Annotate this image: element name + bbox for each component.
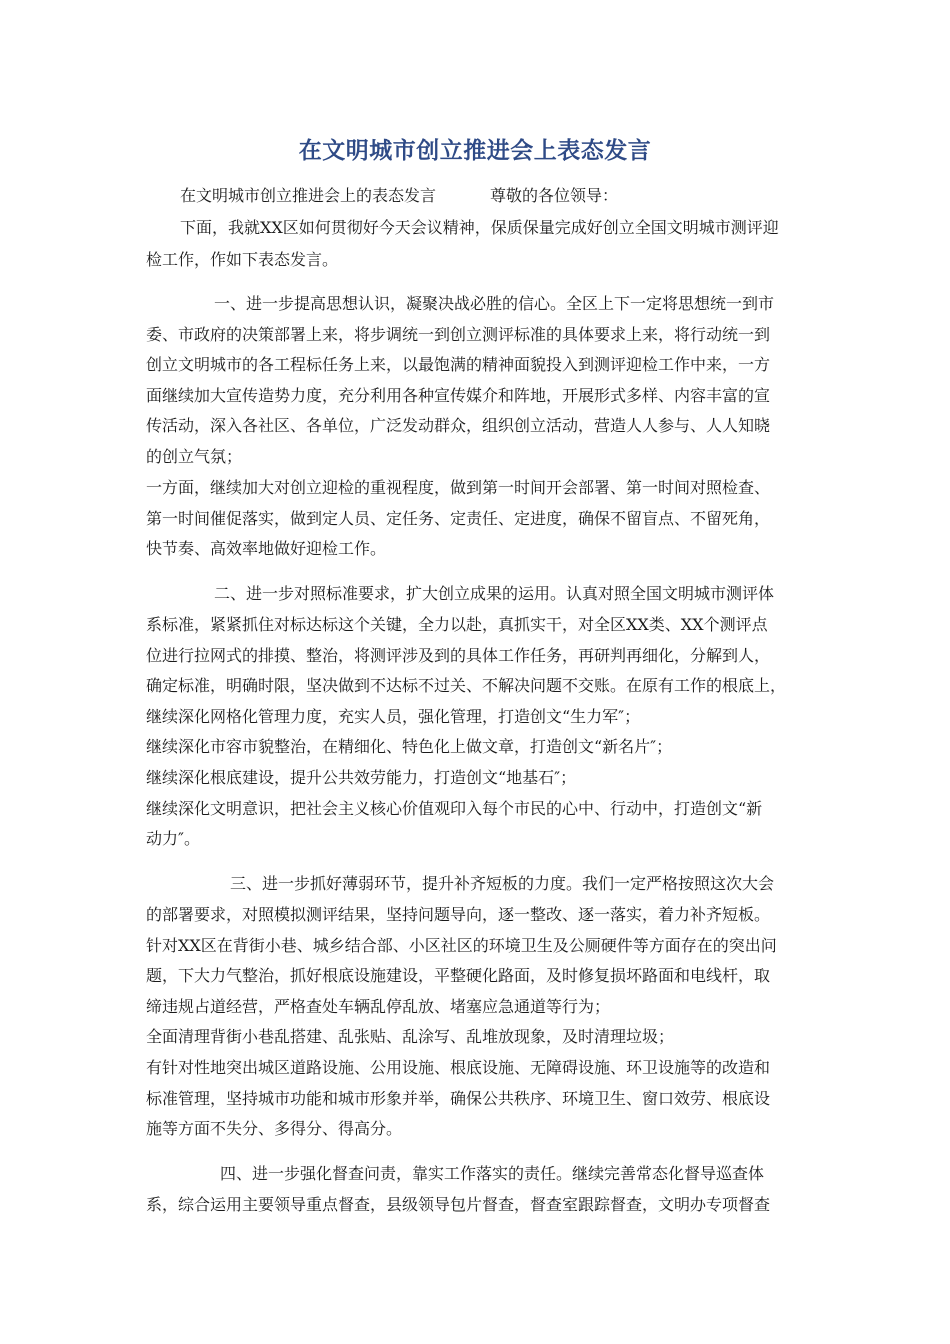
intro-line [180, 186, 618, 206]
section1-heading-line: 一、进一步提高思想认识，凝聚决战必胜的信心。全区上下一定将思想统一到市 [214, 294, 775, 313]
paragraph-line: 位进行拉网式的排摸、整治，将测评涉及到的具体工作任务，再研判再细化，分解到人， [146, 646, 771, 665]
paragraph-line: 继续深化文明意识，把社会主义核心价值观印入每个市民的心中、行动中，打造创文“新 [146, 799, 763, 818]
paragraph-line: 委、市政府的决策部署上来，将步调统一到创立测评标准的具体要求上来，将行动统一到 [146, 325, 771, 344]
paragraph-line: 第一时间催促落实，做到定人员、定任务、定责任、定进度，确保不留盲点、不留死角， [146, 509, 771, 528]
intro-salutation: 尊敬的各位领导： [490, 186, 619, 205]
paragraph-line: 确定标准，明确时限，坚决做到不达标不过关、不解决问题不交账。在原有工作的根底上， [146, 676, 787, 695]
paragraph-line: 题，下大力气整治，抓好根底设施建设，平整硬化路面，及时修复损坏路面和电线杆，取 [146, 966, 771, 985]
paragraph-line: 的创立气氛； [146, 447, 243, 466]
paragraph-line: 全面清理背街小巷乱搭建、乱张贴、乱涂写、乱堆放现象，及时清理垃圾； [146, 1027, 675, 1046]
paragraph-line: 检工作，作如下表态发言。 [146, 250, 339, 269]
paragraph-line: 面继续加大宣传造势力度，充分利用各种宣传媒介和阵地，开展形式多样、内容丰富的宣 [146, 386, 771, 405]
section2-heading-line: 二、进一步对照标准要求，扩大创立成果的运用。认真对照全国文明城市测评体 [214, 584, 775, 603]
paragraph-line: 一方面，继续加大对创立迎检的重视程度，做到第一时间开会部署、第一时间对照检查、 [146, 478, 771, 497]
document-title: 在文明城市创立推进会上表态发言 [298, 138, 652, 164]
paragraph-line: 快节奏、高效率地做好迎检工作。 [146, 539, 387, 558]
paragraph-line: 动力″。 [146, 829, 200, 848]
paragraph-line: 创立文明城市的各工程标任务上来，以最饱满的精神面貌投入到测评迎检工作中来，一方 [146, 355, 771, 374]
paragraph-line: 继续深化根底建设，提升公共效劳能力，打造创文“地基石″； [146, 768, 577, 787]
paragraph-line: 施等方面不失分、多得分、得高分。 [146, 1119, 403, 1138]
paragraph-line: 传活动，深入各社区、各单位，广泛发动群众，组织创立活动，营造人人参与、人人知晓 [146, 416, 771, 435]
section3-heading-line: 三、进一步抓好薄弱环节，提升补齐短板的力度。我们一定严格按照这次大会 [230, 874, 775, 893]
paragraph-line: 的部署要求，对照模拟测评结果，坚持问题导向，逐一整改、逐一落实，着力补齐短板。 [146, 905, 771, 924]
paragraph-line: 下面，我就XX区如何贯彻好今天会议精神，保质保量完成好创立全国文明城市测评迎 [180, 218, 779, 237]
intro-subtitle: 在文明城市创立推进会上的表态发言 [180, 186, 437, 205]
paragraph-line: 系标准，紧紧抓住对标达标这个关键，全力以赴，真抓实干，对全区XX类、XX个测评点 [146, 615, 768, 634]
paragraph-line: 继续深化网格化管理力度，充实人员，强化管理，打造创文“生力军″； [146, 707, 641, 726]
paragraph-line: 标准管理，坚持城市功能和城市形象并举，确保公共秩序、环境卫生、窗口效劳、根底设 [146, 1089, 771, 1108]
paragraph-line: 针对XX区在背街小巷、城乡结合部、小区社区的环境卫生及公厕硬件等方面存在的突出问 [146, 936, 777, 955]
section4-heading-line: 四、进一步强化督查问责，靠实工作落实的责任。继续完善常态化督导巡查体 [220, 1164, 765, 1183]
paragraph-line: 缔违规占道经营，严格查处车辆乱停乱放、堵塞应急通道等行为； [146, 997, 611, 1016]
paragraph-line: 系，综合运用主要领导重点督查，县级领导包片督查，督查室跟踪督查，文明办专项督查 [146, 1195, 771, 1214]
paragraph-line: 继续深化市容市貌整治，在精细化、特色化上做文章，打造创文“新名片″； [146, 737, 673, 756]
paragraph-line: 有针对性地突出城区道路设施、公用设施、根底设施、无障碍设施、环卫设施等的改造和 [146, 1058, 771, 1077]
